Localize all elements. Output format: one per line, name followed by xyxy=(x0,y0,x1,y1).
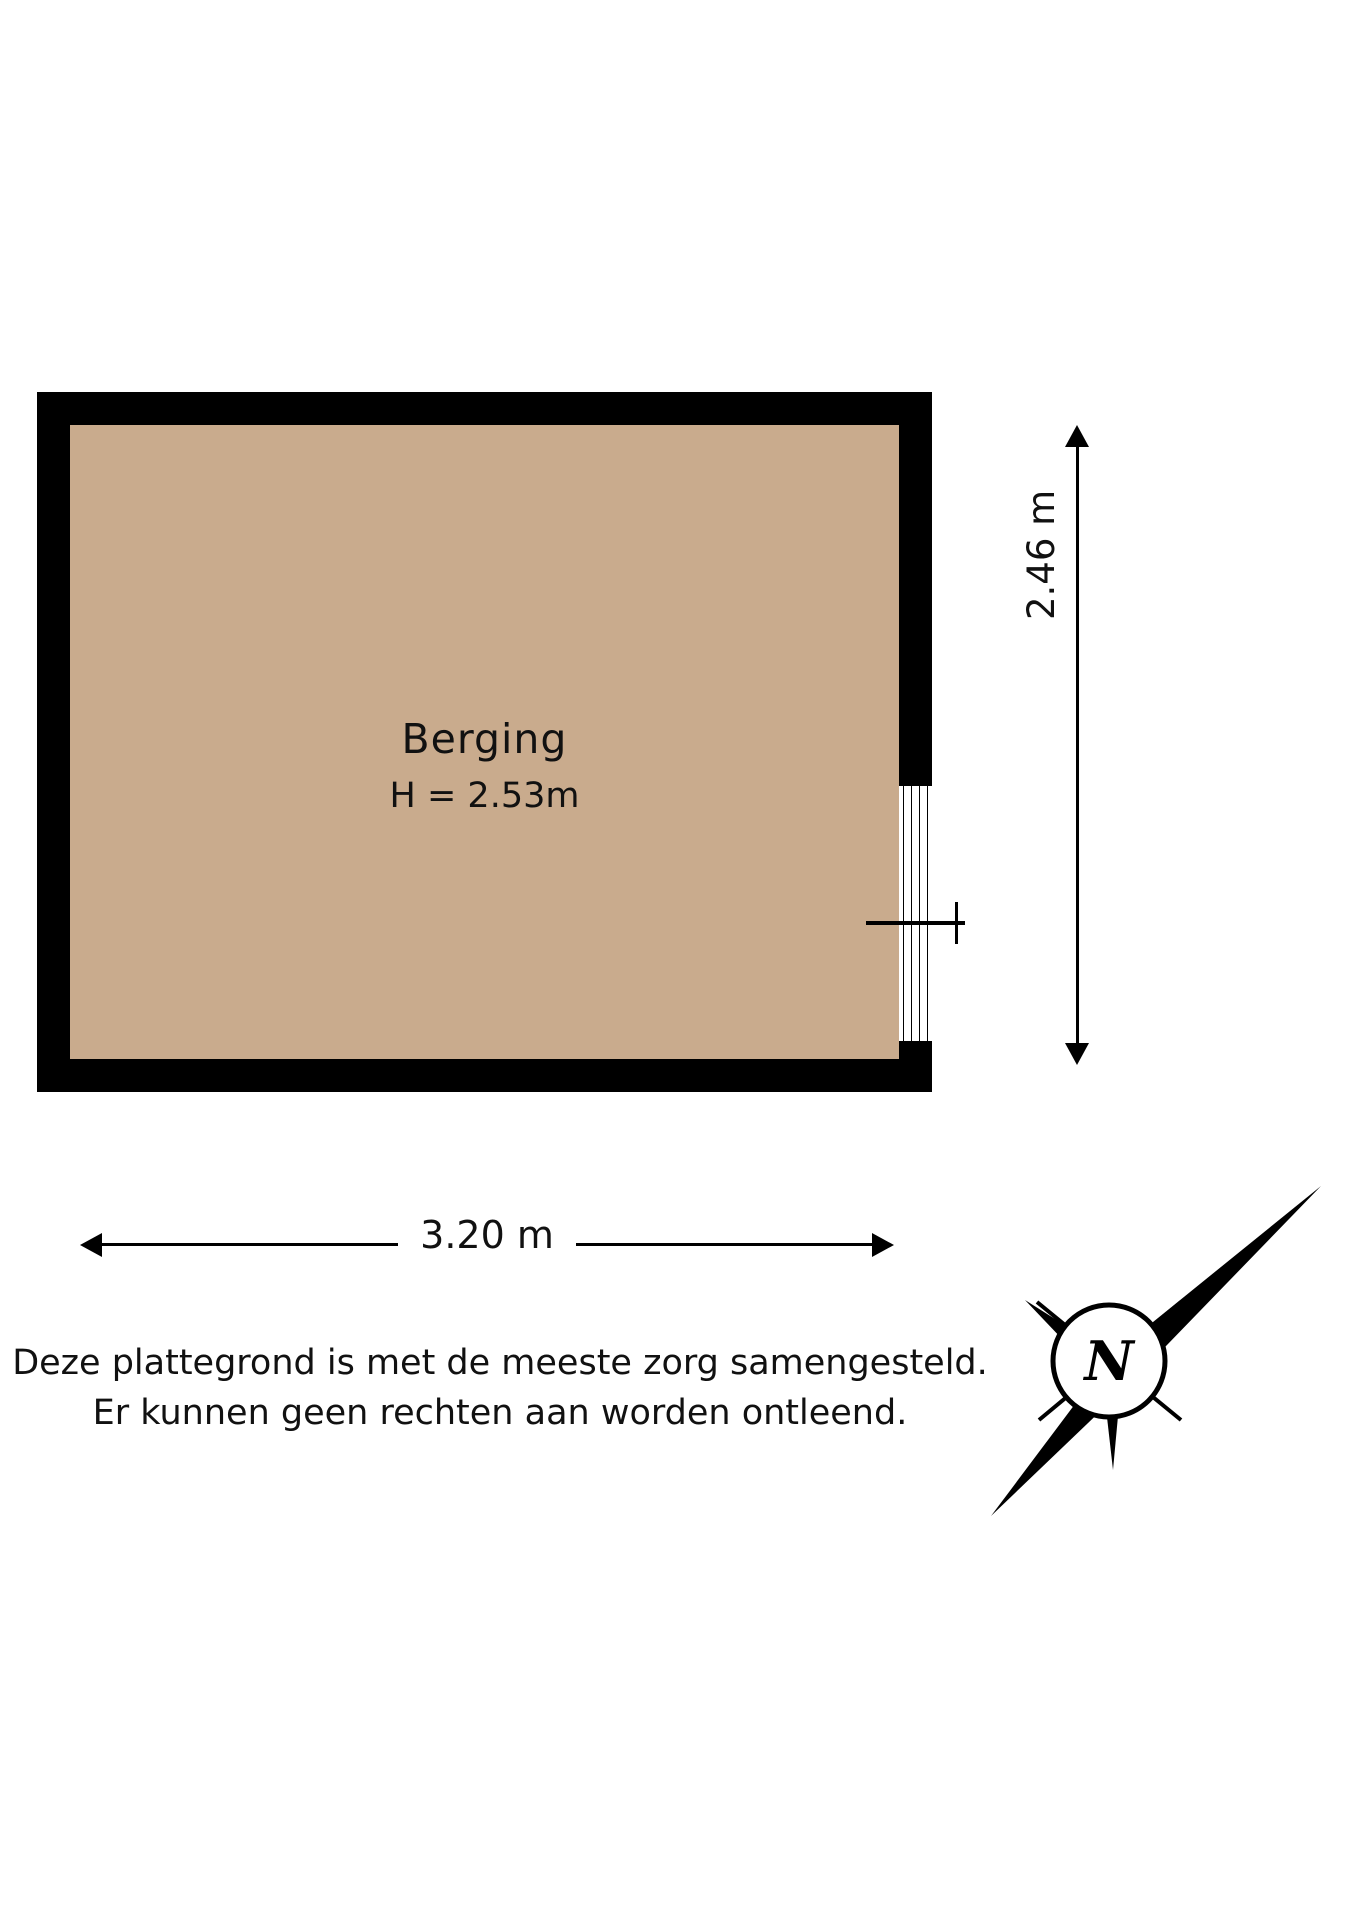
disclaimer-line-1: Deze plattegrond is met de meeste zorg samengesteld. xyxy=(12,1343,988,1383)
depth-dimension-arrow xyxy=(1057,425,1097,1065)
door-swing-marker xyxy=(955,902,958,944)
room-name-label: Berging xyxy=(401,715,568,763)
compass-rose-icon xyxy=(985,1180,1325,1520)
door-leaf-line xyxy=(927,786,928,1041)
arrow-head-down-icon xyxy=(1065,1043,1089,1065)
width-dimension-label-wrap xyxy=(80,1213,894,1257)
door-leaf-line xyxy=(903,786,904,1041)
door-swing-marker xyxy=(866,921,965,925)
arrow-shaft xyxy=(1076,433,1079,1057)
room-height-label: H = 2.53m xyxy=(389,776,580,816)
width-dimension-label: 3.20 m xyxy=(398,1213,576,1257)
disclaimer-line-2: Er kunnen geen rechten aan worden ontleend. xyxy=(92,1393,908,1433)
depth-dimension-label: 2.46 m xyxy=(1020,489,1063,620)
door-leaf-line xyxy=(911,786,912,1041)
door-leaf-line xyxy=(919,786,920,1041)
disclaimer-text xyxy=(0,1338,1000,1438)
svg-text:N: N xyxy=(1084,1329,1134,1393)
